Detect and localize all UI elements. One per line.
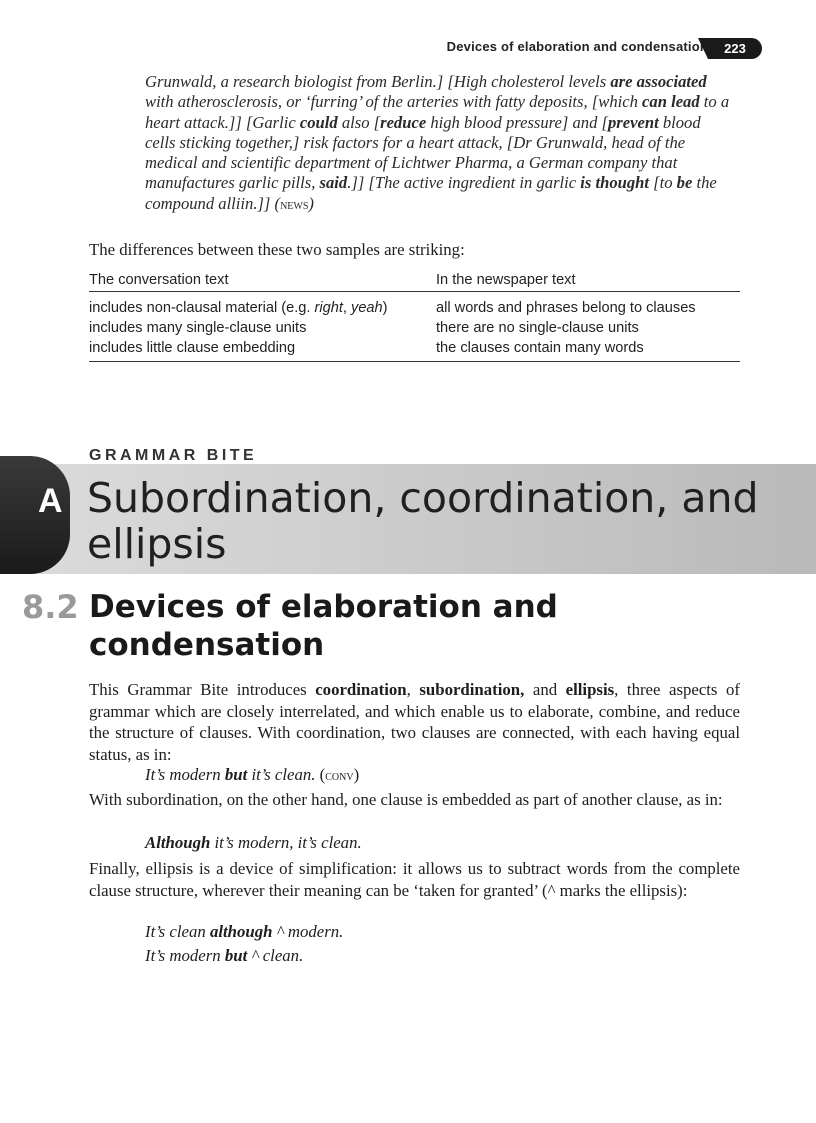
column-header-newspaper: In the newspaper text xyxy=(436,268,740,292)
table-row xyxy=(89,338,740,362)
page-number: 223 xyxy=(708,38,762,59)
table-cell: all words and phrases belong to clauses xyxy=(436,300,696,316)
running-head xyxy=(0,36,816,62)
grammar-bite-label: GRAMMAR BITE xyxy=(89,447,258,464)
body-paragraph-2: With subordination, on the other hand, one clause is embedded as part of another clause, as in: xyxy=(89,790,723,809)
news-quote: Grunwald, a research biologist from Berlin.] [High cholesterol levels are associated with atherosclerosis, or ‘furring’ of the arteries with fatty deposits, [which can lead to a heart attack.]] [Garlic could also [reduce high blood pressure] and [prevent blood cells sticking together,] risk factors for a heart attack, [Dr Grunwald, head of the medical and scientific department of Lichtwer Pharma, a German company that manufactures garlic pills, said.]] [The active ingredient in garlic is thought [to be the compound alliin.]] (news) xyxy=(145,72,730,213)
body-paragraph-1: This Grammar Bite introduces coordination, subordination, and ellipsis, three aspects of grammar which are closely interrelated, and which enable us to elaborate, combine, and reduce the structure of clauses. With coordination, two clauses are connected, with each having equal status, as in: xyxy=(89,680,740,764)
grammar-bite-letter: A xyxy=(38,482,63,520)
column-header-conversation: The conversation text xyxy=(89,268,436,292)
intro-text: The differences between these two samples are striking: xyxy=(89,240,465,259)
grammar-bite-title: Subordination, coordination, and ellipsis xyxy=(87,474,759,568)
body-paragraph-3: Finally, ellipsis is a device of simplification: it allows us to subtract words from the complete clause structure, wherever their meaning can be ‘taken for granted’ (^ marks the ellipsis): xyxy=(89,859,740,900)
table-cell: includes non-clausal material (e.g. right, yeah) xyxy=(89,300,388,316)
section-title: Devices of elaboration and condensation xyxy=(89,589,558,663)
table-header-row xyxy=(89,268,740,292)
table-cell: the clauses contain many words xyxy=(436,338,740,362)
table-cell: includes little clause embedding xyxy=(89,338,436,362)
example-subordination: Although it’s modern, it’s clean. xyxy=(145,833,362,852)
example-ellipsis-2: It’s modern but ^ clean. xyxy=(145,946,304,965)
example-coordination: It’s modern but it’s clean. (conv) xyxy=(145,765,360,784)
table-row xyxy=(89,318,740,338)
table-cell: there are no single-clause units xyxy=(436,320,639,336)
table-cell: includes many single-clause units xyxy=(89,320,307,336)
table-row xyxy=(89,292,740,319)
section-number: 8.2 xyxy=(22,588,79,626)
comparison-table xyxy=(89,268,740,362)
example-ellipsis-1: It’s clean although ^ modern. xyxy=(145,922,344,941)
running-head-title: Devices of elaboration and condensation xyxy=(446,39,708,54)
